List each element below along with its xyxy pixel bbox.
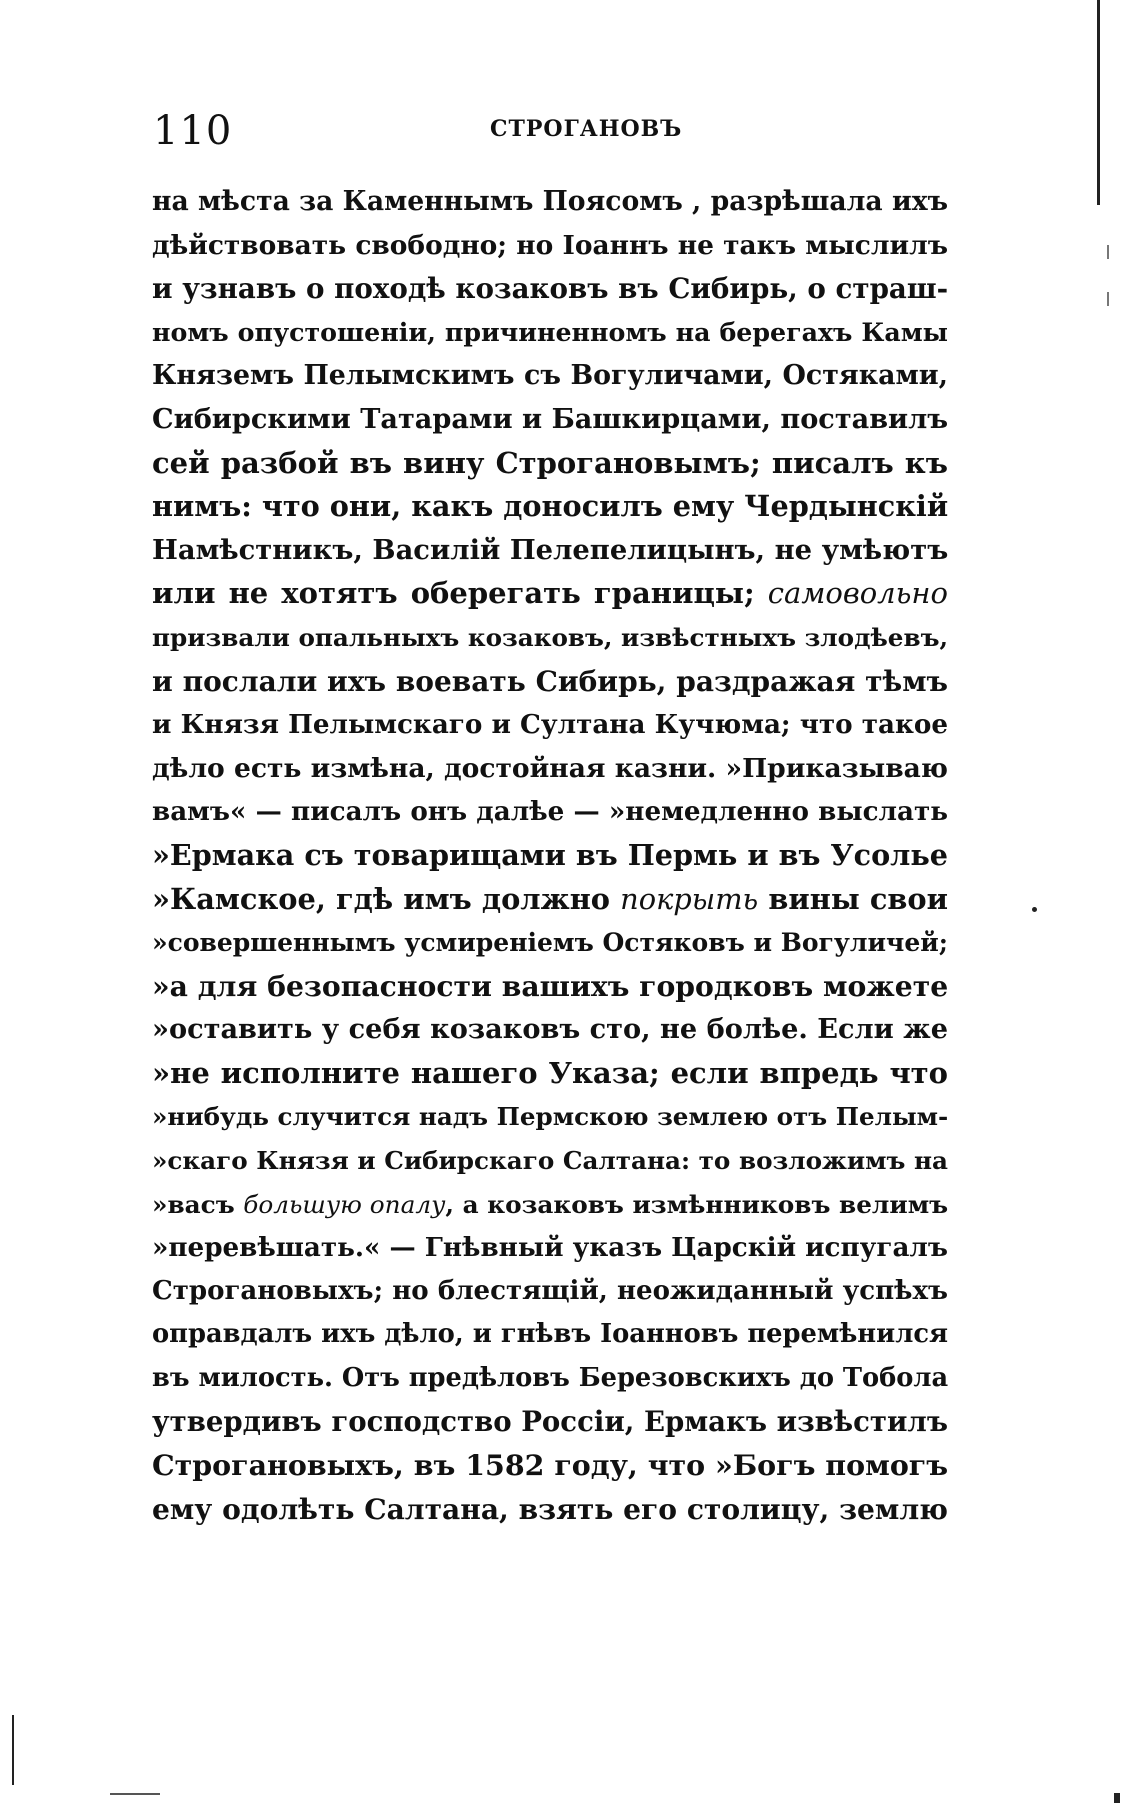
text-line — [152, 1139, 948, 1183]
text-segment: »совершеннымъ усмиреніемъ Остяковъ и Вогуличей; — [152, 928, 948, 958]
text-line — [152, 398, 948, 442]
text-line — [152, 921, 948, 965]
text-line — [152, 1183, 948, 1227]
text-segment: Строгановыхъ, въ 1582 году, что »Богъ помогъ — [152, 1448, 948, 1483]
text-line — [152, 1313, 948, 1357]
text-line — [152, 965, 948, 1009]
text-segment: и узнавъ о походѣ козаковъ въ Сибирь, о страш- — [152, 272, 948, 306]
text-line — [152, 267, 948, 311]
text-segment: »Ермака съ товарищами въ Пермь и въ Усолье — [152, 837, 948, 872]
text-line — [152, 1444, 948, 1488]
text-segment: и послали ихъ воевать Сибирь, раздражая тѣмъ — [152, 664, 948, 698]
text-line — [152, 616, 948, 660]
text-segment: »скаго Князя и Сибирскаго Салтана: то возложимъ на — [152, 1146, 948, 1176]
text-segment: дѣло есть измѣна, достойная казни. »Приказываю — [152, 752, 948, 784]
text-line — [152, 354, 948, 398]
text-segment: въ милость. Отъ предѣловъ Березовскихъ до Тобола — [152, 1363, 948, 1394]
text-segment: Княземъ Пелымскимъ съ Вогуличами, Остяками, — [152, 360, 948, 392]
scan-speck — [1032, 907, 1037, 912]
text-segment: сей разбой въ вину Строгановымъ; писалъ къ — [152, 445, 948, 480]
italic-emphasis: самовольно — [767, 576, 948, 611]
text-segment: ему одолѣть Салтана, взять его столицу, землю — [152, 1492, 948, 1526]
text-segment: на мѣста за Каменнымъ Поясомъ , разрѣшала ихъ — [152, 186, 948, 217]
italic-emphasis: покрыть — [620, 881, 759, 916]
text-segment: вины свои — [758, 881, 948, 916]
text-line — [152, 572, 948, 616]
scan-margin-line — [12, 1715, 14, 1785]
scan-margin-mark — [1107, 245, 1109, 259]
text-line — [152, 790, 948, 834]
text-line — [152, 529, 948, 573]
text-line — [152, 660, 948, 704]
text-segment: »а для безопасности вашихъ городковъ можете — [152, 969, 948, 1003]
text-line — [152, 180, 948, 224]
text-segment: номъ опустошеніи, причиненномъ на берегахъ Камы — [152, 316, 948, 347]
body-text — [152, 180, 948, 1531]
scan-margin-mark — [110, 1793, 160, 1795]
text-line — [152, 1401, 948, 1445]
text-line — [152, 442, 948, 486]
text-line — [152, 1095, 948, 1139]
text-line — [152, 485, 948, 529]
text-segment: »нибудь случится надъ Пермскою землею отъ Пелым- — [152, 1102, 948, 1132]
text-line — [152, 1226, 948, 1270]
text-segment: Сибирскими Татарами и Башкирцами, поставилъ — [152, 403, 948, 435]
text-segment: »Камское, гдѣ имъ должно — [152, 881, 621, 916]
text-line — [152, 1488, 948, 1532]
text-segment: утвердивъ господство Россіи, Ермакъ извѣстилъ — [152, 1405, 948, 1438]
running-head: СТРОГАНОВЪ — [490, 116, 683, 142]
text-segment: оправдалъ ихъ дѣло, и гнѣвъ Іоанновъ перемѣнился — [152, 1319, 948, 1350]
text-segment: »васъ — [152, 1189, 244, 1219]
text-line — [152, 1270, 948, 1314]
text-segment: Намѣстникъ, Василій Пелепелицынъ, не умѣютъ — [152, 533, 948, 566]
text-line — [152, 747, 948, 791]
scan-margin-mark — [1107, 292, 1109, 306]
page-number: 110 — [153, 108, 233, 154]
scan-margin-line — [1097, 0, 1100, 205]
text-line — [152, 1357, 948, 1401]
text-segment: вамъ« — писалъ онъ далѣе — »немедленно выслать — [152, 796, 948, 828]
text-segment: »не исполните нашего Указа; если впредь что — [152, 1055, 948, 1090]
text-segment: или не хотятъ оберегать границы; — [152, 576, 768, 611]
text-line — [152, 834, 948, 878]
text-segment: призвали опальныхъ козаковъ, извѣстныхъ злодѣевъ, — [152, 622, 948, 652]
text-segment: нимъ: что они, какъ доносилъ ему Чердынскій — [152, 489, 948, 524]
scan-speck — [1114, 1793, 1120, 1803]
text-line — [152, 224, 948, 268]
text-segment: Строгановыхъ; но блестящій, неожиданный успѣхъ — [152, 1275, 948, 1306]
text-segment: и Князя Пелымскаго и Султана Кучюма; что такое — [152, 709, 948, 741]
text-line — [152, 878, 948, 922]
text-segment: , а козаковъ измѣнниковъ велимъ — [445, 1189, 948, 1219]
italic-emphasis: большую опалу — [243, 1189, 446, 1219]
text-line — [152, 1052, 948, 1096]
text-line — [152, 311, 948, 355]
text-segment: дѣйствовать свободно; но Іоаннъ не такъ мыслилъ — [152, 229, 948, 261]
text-line — [152, 1008, 948, 1052]
text-segment: »перевѣшать.« — Гнѣвный указъ Царскій испугалъ — [152, 1232, 948, 1264]
text-line — [152, 703, 948, 747]
text-segment: »оставить у себя козаковъ сто, не болѣе. Если же — [152, 1013, 948, 1046]
